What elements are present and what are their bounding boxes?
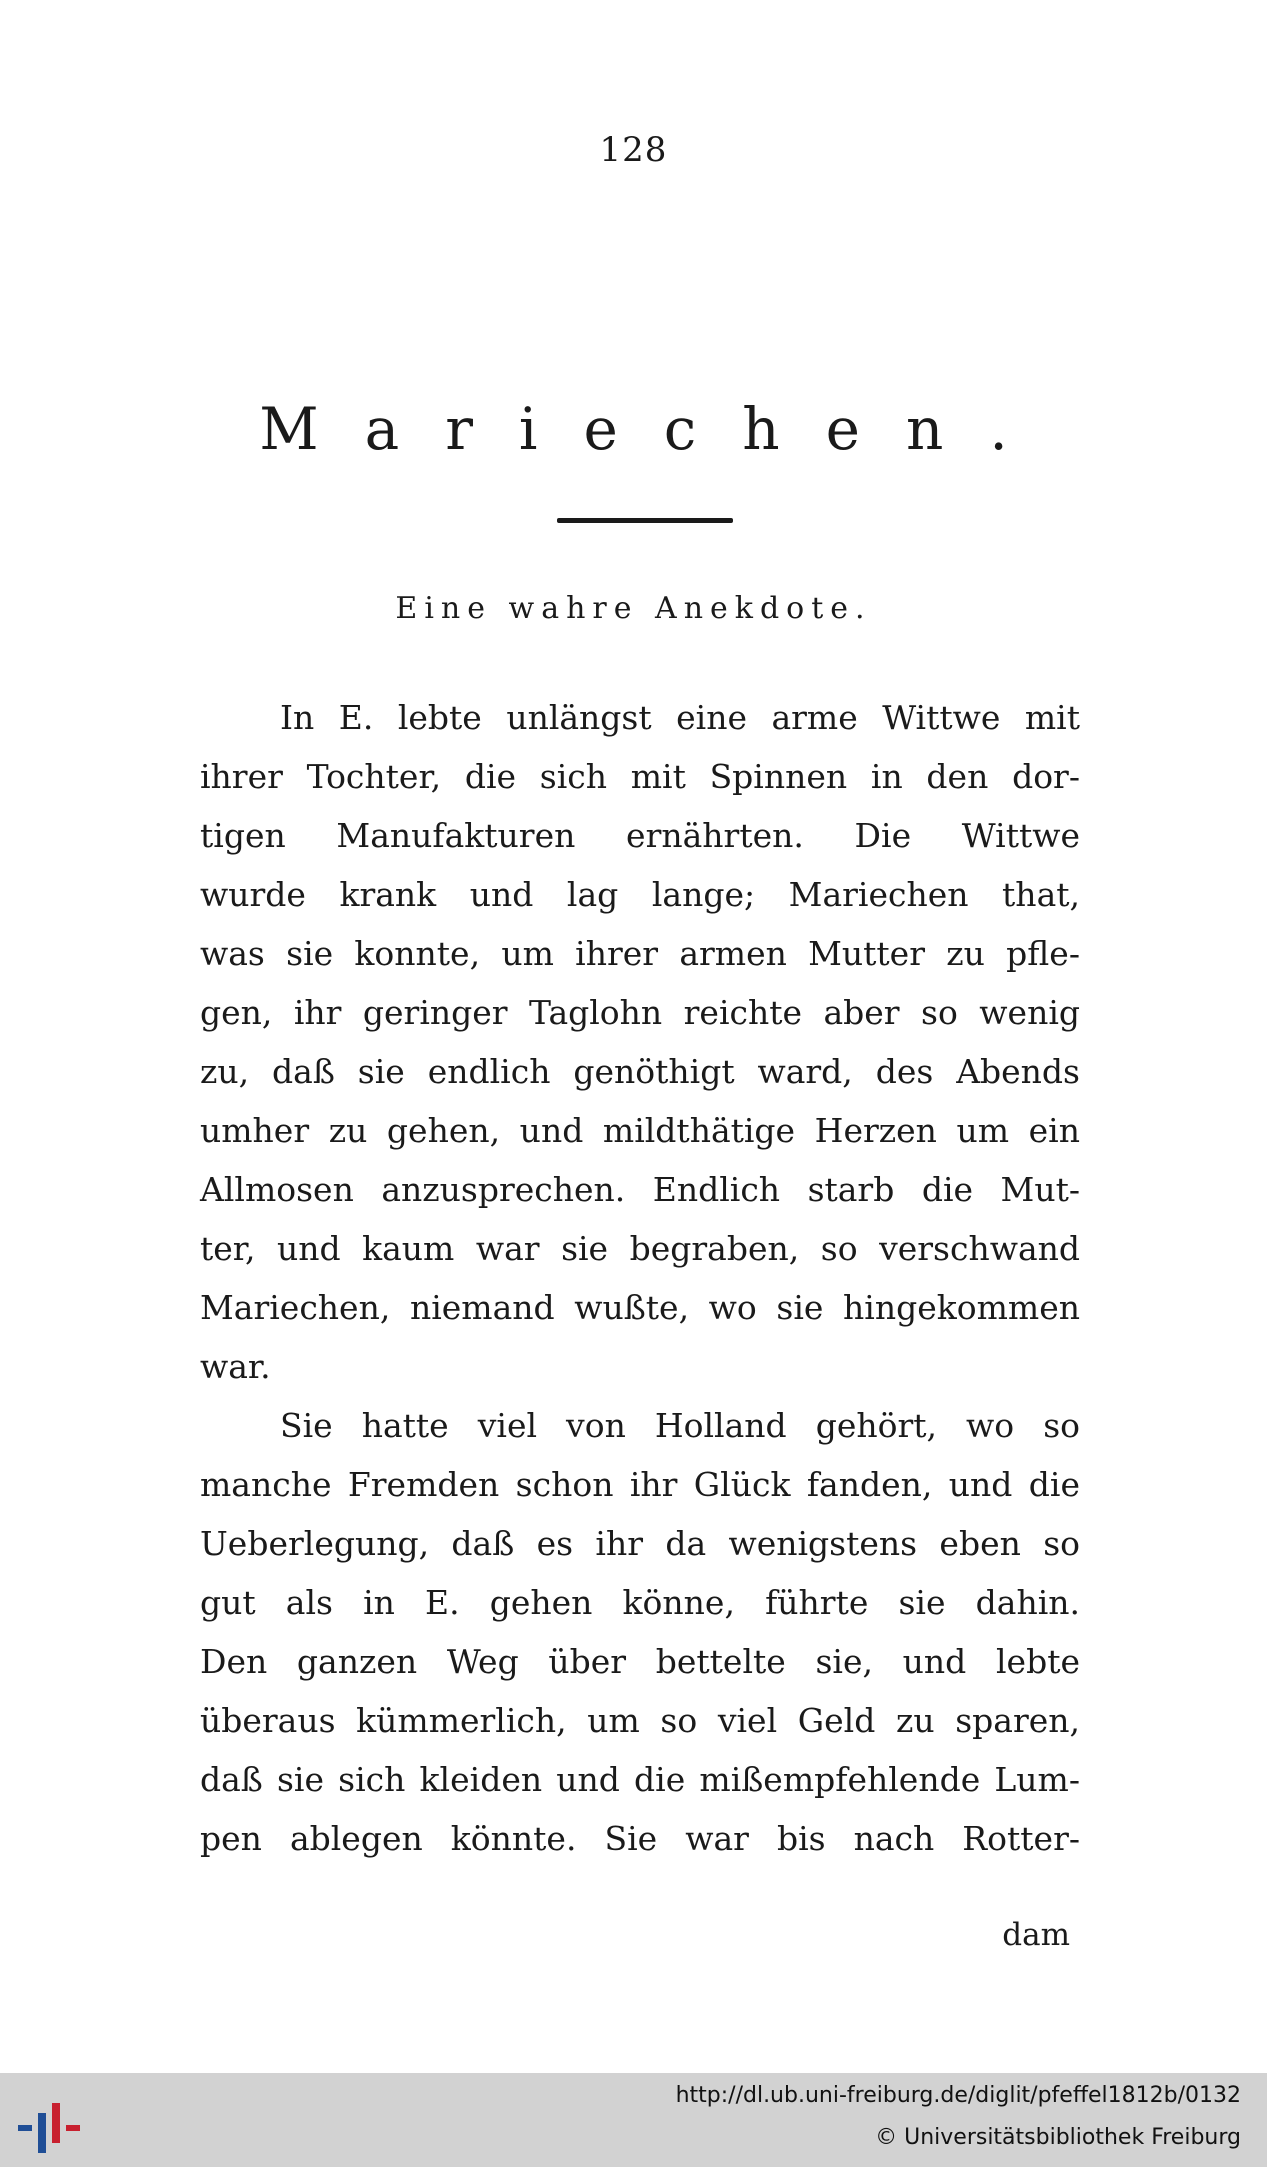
catchword: dam bbox=[1002, 1917, 1070, 1953]
text-line: In E. lebte unlängst eine arme Wittwe mit bbox=[280, 698, 1080, 737]
text-line: Mariechen, niemand wußte, wo sie hingekommen bbox=[200, 1288, 1080, 1327]
text-line: pen ablegen könnte. Sie war bis nach Rotter- bbox=[200, 1819, 1080, 1858]
ub-freiburg-logo-icon[interactable] bbox=[14, 2095, 84, 2159]
text-line: umher zu gehen, und mildthätige Herzen um ein bbox=[200, 1111, 1080, 1150]
title-divider bbox=[557, 518, 733, 523]
footer-bar bbox=[0, 2073, 1267, 2167]
source-url-link[interactable]: http://dl.ub.uni-freiburg.de/diglit/pfeffel1812b/0132 bbox=[675, 2083, 1241, 2108]
text-line: überaus kümmerlich, um so viel Geld zu sparen, bbox=[200, 1701, 1080, 1740]
copyright-notice: © Universitätsbibliothek Freiburg bbox=[875, 2125, 1241, 2150]
text-line: Allmosen anzusprechen. Endlich starb die Mut- bbox=[200, 1170, 1080, 1209]
text-line: Ueberlegung, daß es ihr da wenigstens eben so bbox=[200, 1524, 1080, 1563]
text-line: war. bbox=[200, 1347, 271, 1386]
text-line: zu, daß sie endlich genöthigt ward, des Abends bbox=[200, 1052, 1080, 1091]
chapter-subtitle: Eine wahre Anekdote. bbox=[395, 591, 872, 626]
text-line: Sie hatte viel von Holland gehört, wo so bbox=[280, 1406, 1080, 1445]
text-line: wurde krank und lag lange; Mariechen that, bbox=[200, 875, 1080, 914]
text-line: ihrer Tochter, die sich mit Spinnen in den dor- bbox=[200, 757, 1080, 796]
body-text bbox=[200, 688, 1080, 1868]
chapter-title: Mariechen. bbox=[259, 395, 1054, 463]
text-line: gen, ihr geringer Taglohn reichte aber so wenig bbox=[200, 993, 1080, 1032]
text-line: daß sie sich kleiden und die mißempfehlende Lum- bbox=[200, 1760, 1080, 1799]
text-line: Den ganzen Weg über bettelte sie, und lebte bbox=[200, 1642, 1080, 1681]
text-line: gut als in E. gehen könne, führte sie dahin. bbox=[200, 1583, 1080, 1622]
page-number: 128 bbox=[599, 130, 668, 170]
text-line: tigen Manufakturen ernährten. Die Wittwe bbox=[200, 816, 1080, 855]
text-line: was sie konnte, um ihrer armen Mutter zu pfle- bbox=[200, 934, 1080, 973]
text-line: ter, und kaum war sie begraben, so verschwand bbox=[200, 1229, 1080, 1268]
text-line: manche Fremden schon ihr Glück fanden, und die bbox=[200, 1465, 1080, 1504]
